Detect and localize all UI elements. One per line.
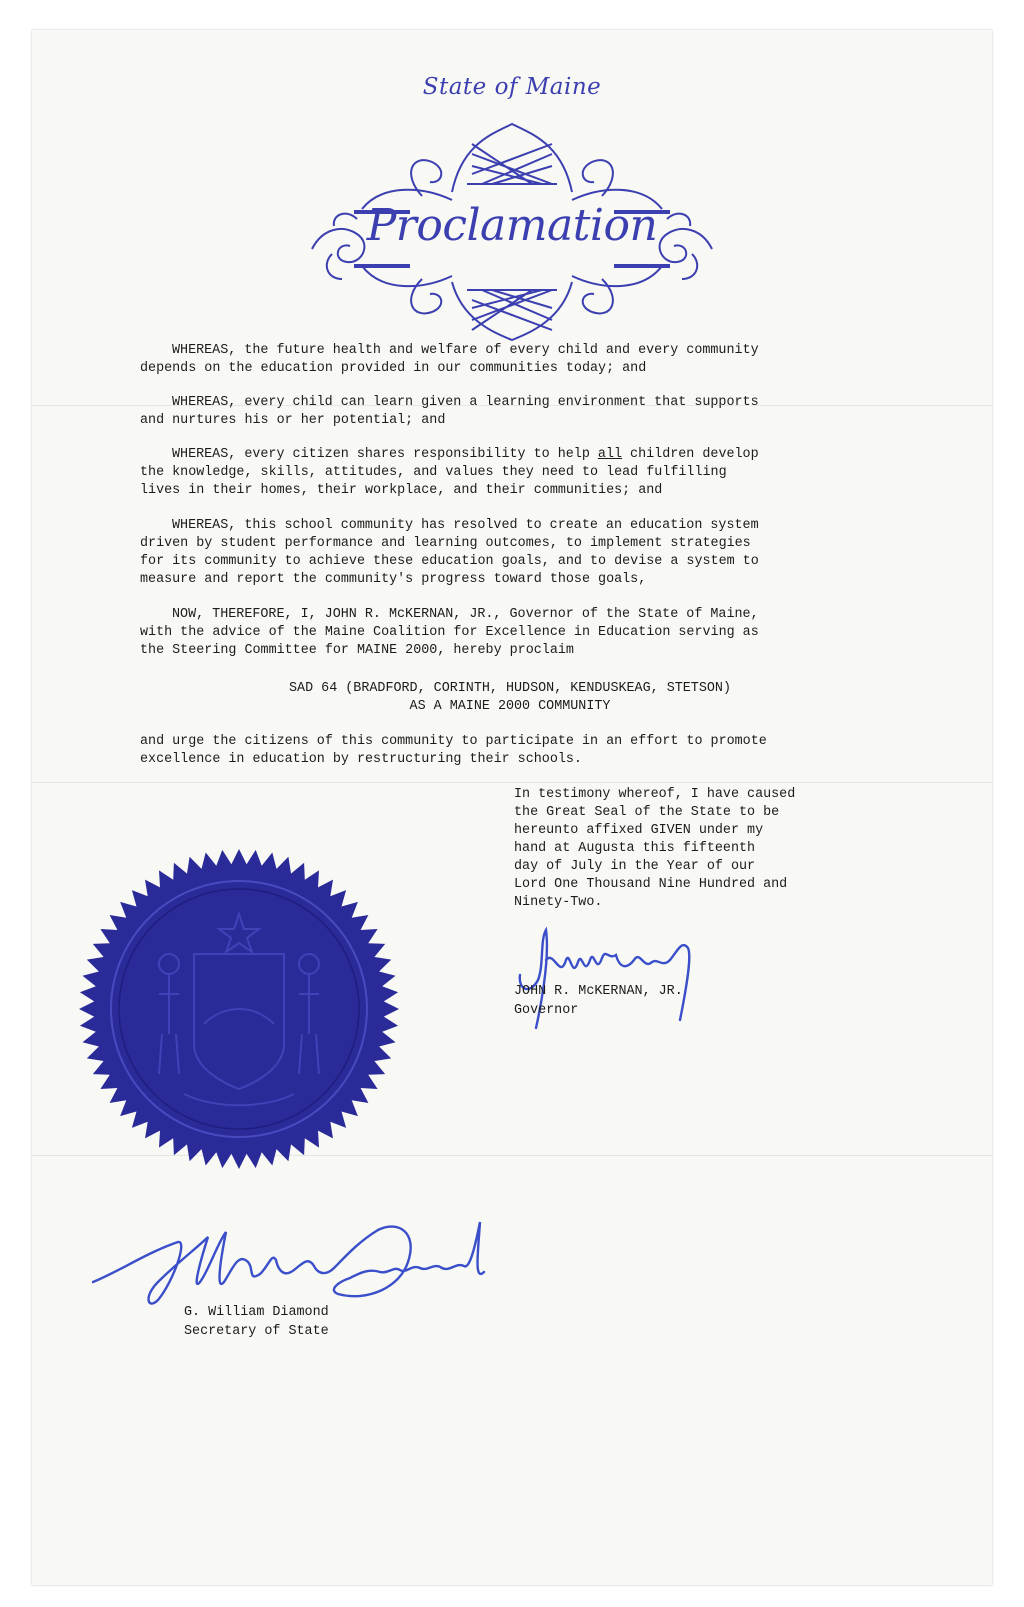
proclaimed-community-line-2: AS A MAINE 2000 COMMUNITY: [409, 699, 611, 714]
proclamation-title: Proclamation: [366, 200, 658, 251]
secretary-signature-icon: [88, 1212, 548, 1312]
state-seal-icon: [74, 844, 404, 1174]
secretary-title: Secretary of State: [184, 1324, 329, 1339]
whereas-paragraph-3: WHEREAS, every citizen shares responsibility to help all children develop the knowledge, skills, attitudes, and values they need to lead fulfilling lives in their homes, their workplace, and their communities; and: [140, 447, 759, 498]
fold-line: [32, 782, 992, 783]
testimony-block: In testimony whereof, I have caused the Great Seal of the State to be hereunto affixed GIVEN under my hand at Augusta this fifteenth day of July in the Year of our Lord One Thousand Nine Hundred and Ninety-Two.: [514, 787, 796, 910]
state-heading: State of Maine: [422, 74, 602, 100]
whereas-paragraph-1: WHEREAS, the future health and welfare of every child and every community depends on the education provided in our communities today; and: [140, 343, 759, 376]
proclamation-document: [32, 30, 992, 1585]
secretary-name: G. William Diamond: [184, 1305, 329, 1320]
governor-title: Governor: [514, 1003, 579, 1018]
governor-name: JOHN R. McKERNAN, JR.: [514, 984, 683, 999]
closing-paragraph: and urge the citizens of this community to participate in an effort to promote excellence in education by restructuring their schools.: [140, 734, 767, 767]
proclaimed-community-line-1: SAD 64 (BRADFORD, CORINTH, HUDSON, KENDUSKEAG, STETSON): [289, 681, 731, 696]
whereas-paragraph-4: WHEREAS, this school community has resolved to create an education system driven by student performance and learning outcomes, to implement strategies for its community to achieve these education goals, and to devise a system to measure and report the community's progress toward those goals,: [140, 518, 759, 587]
whereas-paragraph-2: WHEREAS, every child can learn given a learning environment that supports and nurtures his or her potential; and: [140, 395, 759, 428]
therefore-paragraph: NOW, THEREFORE, I, JOHN R. McKERNAN, JR., Governor of the State of Maine, with the advice of the Maine Coalition for Excellence in Education serving as the Steering Committee for MAINE 2000, hereby proclaim: [140, 607, 759, 658]
